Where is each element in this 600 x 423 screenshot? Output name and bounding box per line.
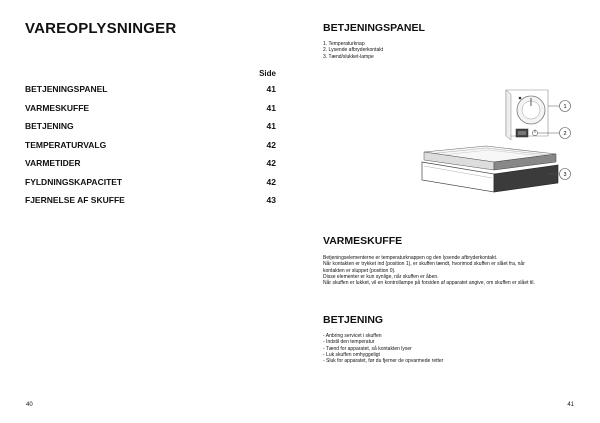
page-number: 40 xyxy=(26,402,33,408)
toc-entry-label: BETJENING xyxy=(25,121,74,131)
toc-entry-page: 43 xyxy=(266,195,276,205)
table-of-contents xyxy=(25,84,276,214)
page-number: 41 xyxy=(567,402,574,408)
drawer-description xyxy=(323,255,535,286)
list-item: - Indstil den temperatur xyxy=(323,339,375,346)
section-title-operation: BETJENING xyxy=(323,314,384,326)
list-item: 1. Temperaturknap xyxy=(323,41,365,47)
toc-entry[interactable] xyxy=(25,158,276,177)
page-title: VAREOPLYSNINGER xyxy=(25,20,177,37)
list-item: - Luk skuffen omhyggeligt xyxy=(323,351,380,358)
svg-text:1: 1 xyxy=(563,104,567,110)
paragraph-line: Når skuffen er lukket, vil en kontrollampe på forsiden af apparatet angive, om skuffen er slået til. xyxy=(323,280,535,287)
toc-entry[interactable] xyxy=(25,103,276,122)
paragraph-line: Disse elementer er kun synlige, når skuffen er åben. xyxy=(323,273,439,280)
toc-entry-page: 41 xyxy=(266,102,276,113)
warming-drawer-illustration xyxy=(422,146,558,192)
list-item: - Anbring servicet i skuffen xyxy=(323,333,382,339)
toc-entry-page: 42 xyxy=(266,139,276,150)
toc-entry[interactable] xyxy=(25,140,276,159)
toc-entry-page: 41 xyxy=(266,84,276,94)
illuminated-switch-icon xyxy=(516,129,528,137)
toc-entry-label: FJERNELSE AF SKUFFE xyxy=(25,195,125,205)
toc-entry-label: BETJENINGSPANEL xyxy=(25,84,108,94)
toc-entry-label: VARMESKUFFE xyxy=(25,102,90,113)
list-item: 2. Lysende afbryderkontakt xyxy=(323,47,384,54)
paragraph-line: kontakten er sluppet (position 0). xyxy=(323,267,396,274)
toc-entry-page: 42 xyxy=(266,158,276,168)
operation-steps-list xyxy=(323,333,443,364)
callout-1 xyxy=(560,101,571,112)
toc-entry-label: TEMPERATURVALG xyxy=(25,139,107,150)
toc-entry-label: VARMETIDER xyxy=(25,158,81,168)
toc-entry[interactable] xyxy=(25,84,276,103)
toc-entry-label: FYLDNINGSKAPACITET xyxy=(25,176,123,187)
paragraph-line: Når kontakten er trykket ind (position 1), er skuffen tændt, hvorimod skuffen er slået fra, når xyxy=(323,261,525,268)
svg-text:3: 3 xyxy=(563,172,567,178)
section-title-panel: BETJENINGSPANEL xyxy=(323,22,425,34)
drawer-diagram xyxy=(416,88,580,200)
section-title-drawer: VARMESKUFFE xyxy=(323,235,403,247)
right-page xyxy=(300,0,600,423)
toc-entry-page: 42 xyxy=(266,176,276,187)
toc-side-header: Side xyxy=(259,69,276,78)
toc-entry-page: 41 xyxy=(266,121,276,131)
list-item: - Tænd for apparatet, så kontakten lyser xyxy=(323,345,412,352)
callout-3 xyxy=(560,169,571,180)
callout-2 xyxy=(560,128,571,139)
toc-entry[interactable] xyxy=(25,121,276,140)
svg-text:2: 2 xyxy=(563,131,567,137)
temperature-knob-icon xyxy=(517,96,545,124)
toc-entry[interactable] xyxy=(25,177,276,196)
paragraph-line: Betjeningselementerne er temperaturknappen og den lysende afbryderkontakt. xyxy=(323,255,498,261)
list-item: 3. Tænd/slukket-lampe xyxy=(323,53,374,60)
panel-parts-list xyxy=(323,41,383,60)
toc-entry[interactable] xyxy=(25,195,276,214)
list-item: - Sluk for apparatet, før du fjerner de opvarmede retter xyxy=(323,358,444,365)
